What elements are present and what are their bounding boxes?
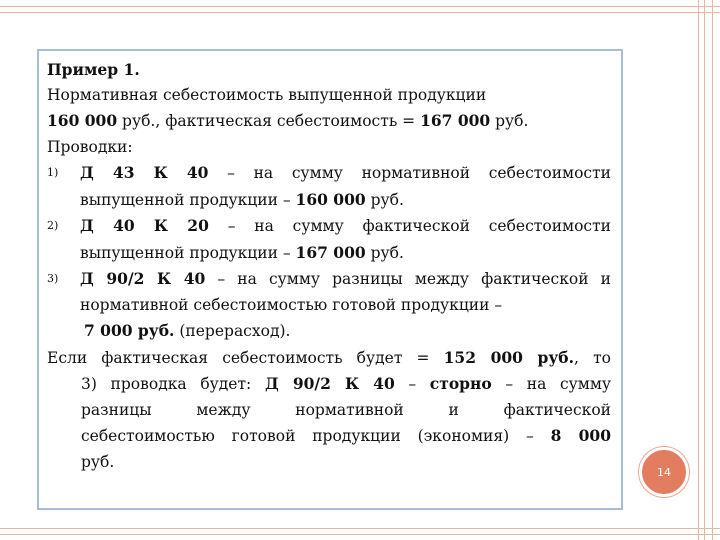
right-stripe-2 <box>704 0 705 540</box>
entry-number: 3) <box>47 272 59 285</box>
entries-label: Проводки: <box>47 137 133 156</box>
conclusion-line-4: себестоимостью готовой продукции (экономия) – 8 000 <box>81 426 611 445</box>
entry-number: 2) <box>47 219 59 232</box>
entry-2 <box>47 213 611 266</box>
conclusion-line-3: разницы между нормативной и фактической <box>81 400 611 419</box>
total-amount: 7 000 руб. <box>84 321 175 340</box>
intro-line-2 <box>47 108 611 135</box>
entry-line: выпущенной продукции – 167 000 руб. <box>80 242 404 262</box>
entry-line: выпущенной продукции – 160 000 руб. <box>80 189 404 209</box>
entry-3 <box>47 266 611 318</box>
conclusion <box>47 345 611 476</box>
top-stripe <box>0 6 720 7</box>
entry-line: Д 90/2 К 40 – на сумму разницы между фактической и <box>80 269 612 288</box>
total-note: (перерасход). <box>179 322 291 340</box>
conclusion-line-5: руб. <box>81 452 115 471</box>
entry-line: нормативной себестоимостью готовой продукции – <box>80 295 503 314</box>
intro-line-2-text: 160 000 руб., фактическая себестоимость = 167 000 руб. <box>47 111 529 130</box>
total-line <box>47 318 611 345</box>
content-box <box>37 49 623 510</box>
conclusion-line-2: 3) проводка будет: Д 90/2 К 40 – сторно – на сумму <box>81 374 611 393</box>
page-number-badge: 14 <box>639 447 689 497</box>
bottom-stripe <box>0 528 720 529</box>
entry-number: 1) <box>47 166 59 179</box>
example-title: Пример 1. <box>47 60 140 79</box>
top-stripe-inner <box>0 12 720 13</box>
intro-line-1: Нормативная себестоимость выпущенной продукции <box>47 85 487 104</box>
conclusion-line-1: Если фактическая себестоимость будет = 152 000 руб., то <box>47 347 611 367</box>
entry-1 <box>47 160 611 213</box>
right-stripe <box>698 0 699 540</box>
bottom-stripe-outer <box>0 534 720 535</box>
entry-line: Д 43 К 40 – на сумму нормативной себестоимости <box>80 163 612 182</box>
entry-line: Д 40 К 20 – на сумму фактической себестоимости <box>80 216 611 235</box>
right-stripe-3 <box>712 0 713 540</box>
